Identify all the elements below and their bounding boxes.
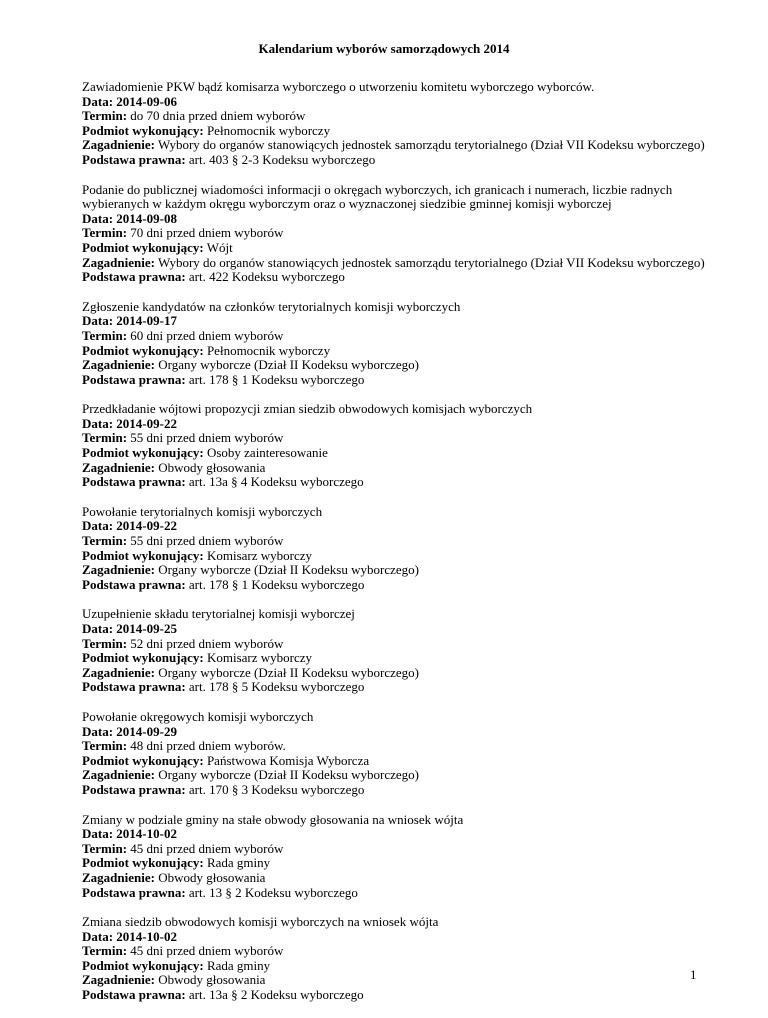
entry-date-row bbox=[82, 725, 722, 740]
entry-topic-row bbox=[82, 768, 722, 783]
entry-executor-row bbox=[82, 959, 722, 974]
entry-legal-basis-row bbox=[82, 886, 722, 901]
entry-topic-row bbox=[82, 256, 722, 271]
deadline-value: 52 dni przed dniem wyborów bbox=[130, 635, 284, 651]
date-label: Data: bbox=[82, 928, 114, 944]
deadline-label: Termin: bbox=[82, 635, 128, 651]
entry-legal-basis-row bbox=[82, 783, 722, 798]
entry-executor-row bbox=[82, 241, 722, 256]
topic-value: Wybory do organów stanowiących jednostek samorządu terytorialnego (Dział VII Kodeksu wyborczego) bbox=[157, 254, 705, 270]
page-number: 1 bbox=[690, 967, 697, 982]
deadline-value: 48 dni przed dniem wyborów. bbox=[130, 738, 286, 754]
entry-deadline-row bbox=[82, 226, 722, 241]
deadline-label: Termin: bbox=[82, 327, 128, 343]
entry-legal-basis-row bbox=[82, 578, 722, 593]
date-label: Data: bbox=[82, 415, 114, 431]
deadline-value: 60 dni przed dniem wyborów bbox=[130, 327, 284, 343]
entry-date-row bbox=[82, 212, 722, 227]
legal-basis-value: art. 178 § 1 Kodeksu wyborczego bbox=[188, 576, 365, 592]
entry-executor-row bbox=[82, 344, 722, 359]
entry-legal-basis-row bbox=[82, 153, 722, 168]
entry-legal-basis-row bbox=[82, 988, 722, 1003]
date-value: 2014-09-17 bbox=[116, 313, 177, 329]
topic-value: Wybory do organów stanowiących jednostek samorządu terytorialnego (Dział VII Kodeksu wyborczego) bbox=[157, 137, 705, 153]
legal-basis-value: art. 178 § 1 Kodeksu wyborczego bbox=[188, 371, 365, 387]
topic-value: Obwody głosowania bbox=[158, 869, 266, 885]
entry-deadline-row bbox=[82, 431, 722, 446]
executor-label: Podmiot wykonujący: bbox=[82, 122, 204, 138]
topic-value: Obwody głosowania bbox=[158, 459, 266, 475]
deadline-value: 45 dni przed dniem wyborów bbox=[130, 840, 284, 856]
executor-label: Podmiot wykonujący: bbox=[82, 342, 204, 358]
entry-topic-row bbox=[82, 461, 722, 476]
legal-basis-label: Podstawa prawna: bbox=[82, 576, 186, 592]
date-label: Data: bbox=[82, 826, 114, 842]
legal-basis-label: Podstawa prawna: bbox=[82, 884, 186, 900]
date-value: 2014-09-29 bbox=[116, 723, 177, 739]
entry-date-row bbox=[82, 314, 722, 329]
entry-executor-row bbox=[82, 549, 722, 564]
deadline-value: 55 dni przed dniem wyborów bbox=[130, 430, 284, 446]
deadline-value: 70 dni przed dniem wyborów bbox=[130, 225, 284, 241]
legal-basis-label: Podstawa prawna: bbox=[82, 474, 186, 490]
deadline-value: do 70 dnia przed dniem wyborów bbox=[130, 108, 306, 124]
calendar-entry bbox=[82, 505, 722, 593]
date-label: Data: bbox=[82, 518, 114, 534]
executor-value: Rada gminy bbox=[206, 855, 271, 871]
date-label: Data: bbox=[82, 621, 114, 636]
legal-basis-value: art. 422 Kodeksu wyborczego bbox=[188, 269, 345, 285]
entry-date-row bbox=[82, 622, 722, 637]
deadline-label: Termin: bbox=[82, 943, 128, 959]
entry-executor-row bbox=[82, 124, 722, 139]
entry-description: Zmiana siedzib obwodowych komisji wyborczych na wniosek wójta bbox=[82, 914, 439, 930]
executor-label: Podmiot wykonujący: bbox=[82, 445, 204, 461]
entry-executor-row bbox=[82, 446, 722, 461]
date-value: 2014-09-22 bbox=[116, 415, 177, 431]
entry-topic-row bbox=[82, 871, 722, 886]
topic-value: Obwody głosowania bbox=[158, 972, 266, 988]
entry-deadline-row bbox=[82, 534, 722, 549]
entry-deadline-row bbox=[82, 109, 722, 124]
entry-topic-row bbox=[82, 666, 722, 681]
executor-value: Osoby zainteresowanie bbox=[206, 445, 328, 461]
entry-description: Przedkładanie wójtowi propozycji zmian siedzib obwodowych komisjach wyborczych bbox=[82, 401, 533, 417]
entry-executor-row bbox=[82, 754, 722, 769]
date-value: 2014-09-08 bbox=[116, 210, 177, 226]
entry-legal-basis-row bbox=[82, 680, 722, 695]
topic-label: Zagadnienie: bbox=[82, 562, 155, 578]
calendar-entry bbox=[82, 710, 722, 798]
legal-basis-value: art. 13 § 2 Kodeksu wyborczego bbox=[188, 884, 358, 900]
date-value: 2014-10-02 bbox=[116, 826, 177, 842]
date-value: 2014-09-22 bbox=[116, 518, 177, 534]
date-label: Data: bbox=[82, 93, 114, 109]
legal-basis-value: art. 178 § 5 Kodeksu wyborczego bbox=[188, 679, 365, 695]
entry-description: Powołanie terytorialnych komisji wyborczych bbox=[82, 503, 323, 519]
legal-basis-label: Podstawa prawna: bbox=[82, 371, 186, 387]
topic-value: Organy wyborcze (Dział II Kodeksu wyborczego) bbox=[158, 562, 419, 578]
entry-date-row bbox=[82, 95, 722, 110]
entry-description: Zawiadomienie PKW bądź komisarza wyborczego o utworzeniu komitetu wyborczego wyborców. bbox=[82, 79, 595, 94]
entry-deadline-row bbox=[82, 637, 722, 652]
entry-deadline-row bbox=[82, 842, 722, 857]
calendar-entry bbox=[82, 300, 722, 388]
deadline-label: Termin: bbox=[82, 108, 128, 124]
legal-basis-label: Podstawa prawna: bbox=[82, 269, 186, 285]
legal-basis-label: Podstawa prawna: bbox=[82, 781, 186, 797]
legal-basis-value: art. 13a § 2 Kodeksu wyborczego bbox=[188, 987, 364, 1003]
entry-legal-basis-row bbox=[82, 373, 722, 388]
entry-date-row bbox=[82, 519, 722, 534]
legal-basis-label: Podstawa prawna: bbox=[82, 151, 186, 167]
executor-value: Rada gminy bbox=[206, 957, 271, 973]
entry-date-row bbox=[82, 930, 722, 945]
topic-label: Zagadnienie: bbox=[82, 137, 155, 153]
entry-executor-row bbox=[82, 856, 722, 871]
executor-value: Wójt bbox=[206, 239, 233, 255]
calendar-entry bbox=[82, 813, 722, 901]
executor-label: Podmiot wykonujący: bbox=[82, 650, 204, 666]
topic-value: Organy wyborcze (Dział II Kodeksu wyborczego) bbox=[158, 664, 419, 680]
entry-topic-row bbox=[82, 973, 722, 988]
legal-basis-label: Podstawa prawna: bbox=[82, 679, 186, 695]
entry-description: Uzupełnienie składu terytorialnej komisji wyborczej bbox=[82, 606, 355, 622]
topic-value: Organy wyborcze (Dział II Kodeksu wyborczego) bbox=[158, 357, 419, 373]
entry-description: Zmiany w podziale gminy na stałe obwody głosowania na wniosek wójta bbox=[82, 811, 464, 827]
executor-label: Podmiot wykonujący: bbox=[82, 957, 204, 973]
topic-label: Zagadnienie: bbox=[82, 767, 155, 783]
topic-value: Organy wyborcze (Dział II Kodeksu wyborczego) bbox=[158, 767, 419, 783]
executor-label: Podmiot wykonujący: bbox=[82, 855, 204, 871]
entry-description: Powołanie okręgowych komisji wyborczych bbox=[82, 708, 314, 724]
date-label: Data: bbox=[82, 313, 114, 329]
date-value: 2014-10-02 bbox=[116, 928, 177, 944]
entry-description: Zgłoszenie kandydatów na członków terytorialnych komisji wyborczych bbox=[82, 298, 461, 314]
calendar-entry bbox=[82, 80, 722, 168]
entry-topic-row bbox=[82, 563, 722, 578]
date-label: Data: bbox=[82, 723, 114, 739]
topic-label: Zagadnienie: bbox=[82, 869, 155, 885]
date-label: Data: bbox=[82, 210, 114, 226]
topic-label: Zagadnienie: bbox=[82, 459, 155, 475]
deadline-value: 45 dni przed dniem wyborów bbox=[130, 943, 284, 959]
topic-label: Zagadnienie: bbox=[82, 357, 155, 373]
entry-deadline-row bbox=[82, 944, 722, 959]
calendar-entry bbox=[82, 183, 722, 285]
executor-value: Pełnomocnik wyborczy bbox=[206, 122, 331, 138]
entry-legal-basis-row bbox=[82, 270, 722, 285]
deadline-label: Termin: bbox=[82, 533, 128, 549]
calendar-entry bbox=[82, 607, 722, 695]
executor-label: Podmiot wykonujący: bbox=[82, 752, 204, 768]
deadline-label: Termin: bbox=[82, 840, 128, 856]
topic-label: Zagadnienie: bbox=[82, 254, 155, 270]
entries-list bbox=[82, 80, 722, 1018]
executor-value: Komisarz wyborczy bbox=[206, 650, 313, 666]
topic-label: Zagadnienie: bbox=[82, 972, 155, 988]
entry-topic-row bbox=[82, 138, 722, 153]
entry-description: Podanie do publicznej wiadomości informacji o okręgach wyborczych, ich granicach i numerach, liczbie radnych wybieranych w każdym okręgu wyborczym oraz o wyznaczonej siedzibie gminnej komisji wyborczej bbox=[82, 181, 673, 212]
entry-topic-row bbox=[82, 358, 722, 373]
document-title: Kalendarium wyborów samorządowych 2014 bbox=[258, 41, 510, 56]
date-value: 2014-09-06 bbox=[116, 93, 177, 109]
deadline-label: Termin: bbox=[82, 225, 128, 241]
legal-basis-value: art. 170 § 3 Kodeksu wyborczego bbox=[188, 781, 365, 797]
executor-label: Podmiot wykonujący: bbox=[82, 239, 204, 255]
executor-label: Podmiot wykonujący: bbox=[82, 547, 204, 563]
entry-deadline-row bbox=[82, 329, 722, 344]
calendar-entry bbox=[82, 402, 722, 490]
entry-deadline-row bbox=[82, 739, 722, 754]
executor-value: Komisarz wyborczy bbox=[206, 547, 313, 563]
legal-basis-value: art. 403 § 2-3 Kodeksu wyborczego bbox=[188, 151, 376, 167]
date-value: 2014-09-25 bbox=[116, 621, 177, 636]
calendar-entry bbox=[82, 915, 722, 1003]
legal-basis-label: Podstawa prawna: bbox=[82, 987, 186, 1003]
entry-executor-row bbox=[82, 651, 722, 666]
deadline-label: Termin: bbox=[82, 430, 128, 446]
legal-basis-value: art. 13a § 4 Kodeksu wyborczego bbox=[188, 474, 364, 490]
entry-legal-basis-row bbox=[82, 475, 722, 490]
entry-date-row bbox=[82, 827, 722, 842]
executor-value: Pełnomocnik wyborczy bbox=[206, 342, 331, 358]
topic-label: Zagadnienie: bbox=[82, 664, 155, 680]
executor-value: Państwowa Komisja Wyborcza bbox=[206, 752, 370, 768]
deadline-value: 55 dni przed dniem wyborów bbox=[130, 533, 284, 549]
deadline-label: Termin: bbox=[82, 738, 128, 754]
entry-date-row bbox=[82, 417, 722, 432]
